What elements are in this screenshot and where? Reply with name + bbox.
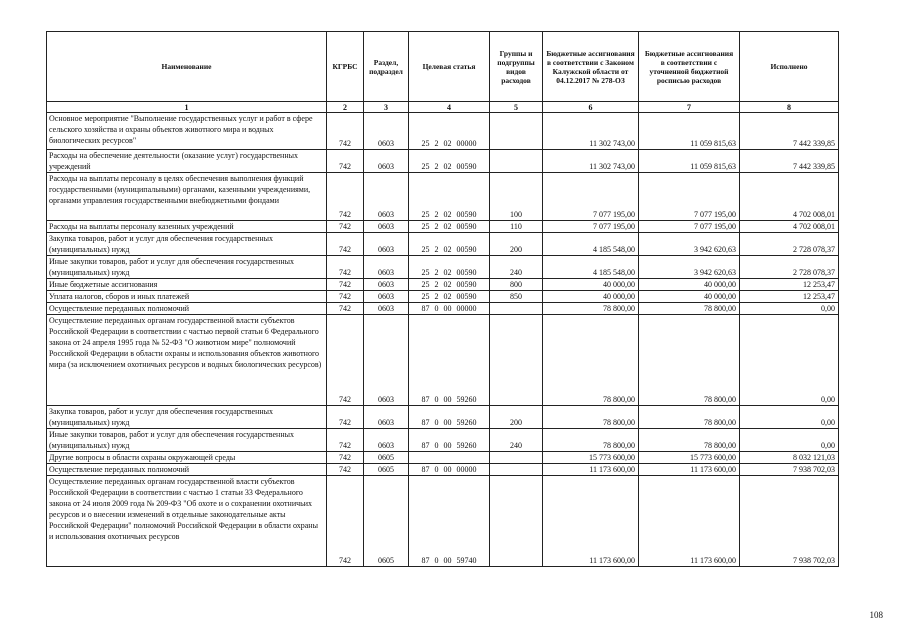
row-executed: 0,00 [740,429,839,452]
row-group [490,476,543,567]
row-section: 0603 [364,406,409,429]
row-law-allocation: 7 077 195,00 [543,221,639,233]
row-name: Иные бюджетные ассигнования [47,279,327,291]
column-number: 7 [639,102,740,113]
row-section: 0603 [364,279,409,291]
table-row [47,303,839,315]
row-refined-allocation: 78 800,00 [639,315,740,406]
column-number-row [47,102,839,113]
table-row [47,279,839,291]
row-law-allocation: 4 185 548,00 [543,233,639,256]
row-refined-allocation: 11 173 600,00 [639,464,740,476]
row-target: 25 2 02 00000 [409,113,490,150]
row-target: 25 2 02 00590 [409,173,490,221]
row-kgrbs: 742 [327,113,364,150]
row-executed: 0,00 [740,406,839,429]
budget-table [46,31,839,567]
row-kgrbs: 742 [327,233,364,256]
row-target: 87 0 00 59260 [409,406,490,429]
row-refined-allocation: 7 077 195,00 [639,221,740,233]
row-law-allocation: 11 302 743,00 [543,150,639,173]
column-number: 6 [543,102,639,113]
table-row [47,221,839,233]
row-group [490,303,543,315]
row-section: 0603 [364,256,409,279]
row-section: 0605 [364,476,409,567]
page-number: 108 [869,610,883,620]
row-group [490,315,543,406]
row-law-allocation: 11 302 743,00 [543,113,639,150]
row-section: 0603 [364,291,409,303]
table-row [47,113,839,150]
row-refined-allocation: 11 059 815,63 [639,113,740,150]
row-kgrbs: 742 [327,406,364,429]
column-number: 3 [364,102,409,113]
row-name: Основное мероприятие "Выполнение государственных услуг и работ в сфере сельского хозяйства и охраны объектов животного мира и водных биологических ресурсов" [47,113,327,150]
row-executed: 7 442 339,85 [740,150,839,173]
row-law-allocation: 78 800,00 [543,429,639,452]
row-section: 0603 [364,315,409,406]
row-group [490,150,543,173]
row-refined-allocation: 11 059 815,63 [639,150,740,173]
row-section: 0605 [364,464,409,476]
row-name: Расходы на выплаты персоналу казенных учреждений [47,221,327,233]
row-kgrbs: 742 [327,291,364,303]
row-target: 25 2 02 00590 [409,221,490,233]
row-section: 0603 [364,150,409,173]
row-section: 0603 [364,113,409,150]
row-refined-allocation: 3 942 620,63 [639,256,740,279]
row-group: 800 [490,279,543,291]
header-section: Раздел, подраздел [364,32,409,102]
table-row [47,406,839,429]
row-group [490,464,543,476]
row-kgrbs: 742 [327,150,364,173]
row-target: 87 0 00 00000 [409,464,490,476]
row-law-allocation: 78 800,00 [543,406,639,429]
row-target: 25 2 02 00590 [409,256,490,279]
row-executed: 0,00 [740,315,839,406]
row-name: Иные закупки товаров, работ и услуг для обеспечения государственных (муниципальных) нужд [47,429,327,452]
row-executed: 7 938 702,03 [740,476,839,567]
row-section: 0603 [364,429,409,452]
row-target: 87 0 00 59260 [409,429,490,452]
row-law-allocation: 78 800,00 [543,315,639,406]
row-executed: 2 728 078,37 [740,233,839,256]
row-name: Осуществление переданных полномочий [47,303,327,315]
table-row [47,173,839,221]
row-kgrbs: 742 [327,221,364,233]
row-group: 240 [490,256,543,279]
row-law-allocation: 4 185 548,00 [543,256,639,279]
row-name: Расходы на обеспечение деятельности (оказание услуг) государственных учреждений [47,150,327,173]
row-group: 200 [490,406,543,429]
row-refined-allocation: 11 173 600,00 [639,476,740,567]
column-number: 5 [490,102,543,113]
row-law-allocation: 78 800,00 [543,303,639,315]
table-row [47,476,839,567]
row-executed: 7 442 339,85 [740,113,839,150]
row-name: Уплата налогов, сборов и иных платежей [47,291,327,303]
row-refined-allocation: 15 773 600,00 [639,452,740,464]
row-kgrbs: 742 [327,303,364,315]
column-number: 4 [409,102,490,113]
row-name: Осуществление переданных органам государственной власти субъектов Российской Федерации в соответствии с частью первой статьи 6 Федерального закона от 24 апреля 1995 года № 52-ФЗ "О животном мире" полномочий Российской Федерации в области охраны и использования объектов животного мира (за исключением охотничьих ресурсов и водных биологических ресурсов) [47,315,327,406]
table-row [47,464,839,476]
table-row [47,291,839,303]
row-refined-allocation: 3 942 620,63 [639,233,740,256]
row-group: 850 [490,291,543,303]
row-executed: 8 032 121,03 [740,452,839,464]
row-name: Закупка товаров, работ и услуг для обеспечения государственных (муниципальных) нужд [47,406,327,429]
row-section: 0605 [364,452,409,464]
row-name: Другие вопросы в области охраны окружающей среды [47,452,327,464]
row-kgrbs: 742 [327,256,364,279]
row-kgrbs: 742 [327,279,364,291]
row-group: 200 [490,233,543,256]
table-row [47,256,839,279]
row-name: Иные закупки товаров, работ и услуг для обеспечения государственных (муниципальных) нужд [47,256,327,279]
row-refined-allocation: 40 000,00 [639,291,740,303]
row-target [409,452,490,464]
row-law-allocation: 40 000,00 [543,279,639,291]
row-target: 25 2 02 00590 [409,279,490,291]
row-target: 25 2 02 00590 [409,291,490,303]
row-target: 87 0 00 59260 [409,315,490,406]
row-name: Осуществление переданных органам государственной власти субъектов Российской Федерации в соответствии с частью 1 статьи 33 Федерального закона от 24 июля 2009 года № 209-ФЗ "Об охоте и о сохранении охотничьих ресурсов и о внесении изменений в отдельные законодательные акты Российской Федерации" полномочий Российской Федерации в области охраны и использования охотничьих ресурсов [47,476,327,567]
row-law-allocation: 7 077 195,00 [543,173,639,221]
row-section: 0603 [364,233,409,256]
row-executed: 0,00 [740,303,839,315]
row-group [490,113,543,150]
header-row [47,32,839,102]
row-target: 87 0 00 00000 [409,303,490,315]
row-law-allocation: 11 173 600,00 [543,476,639,567]
header-law-allocation: Бюджетные ассигнования в соответствии с Законом Калужской области от 04.12.2017 № 278-ОЗ [543,32,639,102]
row-law-allocation: 11 173 600,00 [543,464,639,476]
row-group: 110 [490,221,543,233]
row-executed: 7 938 702,03 [740,464,839,476]
header-group: Группы и подгруппы видов расходов [490,32,543,102]
row-target: 87 0 00 59740 [409,476,490,567]
row-name: Расходы на выплаты персоналу в целях обеспечения выполнения функций государственными (муниципальными) органами, казенными учреждениями, органами управления государственными внебюджетными фондами [47,173,327,221]
row-executed: 4 702 008,01 [740,173,839,221]
row-refined-allocation: 7 077 195,00 [639,173,740,221]
row-kgrbs: 742 [327,173,364,221]
column-number: 2 [327,102,364,113]
row-group: 100 [490,173,543,221]
row-executed: 12 253,47 [740,291,839,303]
header-refined-allocation: Бюджетные ассигнования в соответствии с уточненной бюджетной росписью расходов [639,32,740,102]
table-row [47,150,839,173]
row-kgrbs: 742 [327,429,364,452]
table-row [47,429,839,452]
header-target: Целевая статья [409,32,490,102]
table-row [47,233,839,256]
row-refined-allocation: 78 800,00 [639,429,740,452]
header-executed: Исполнено [740,32,839,102]
row-section: 0603 [364,173,409,221]
row-target: 25 2 02 00590 [409,233,490,256]
row-target: 25 2 02 00590 [409,150,490,173]
row-executed: 12 253,47 [740,279,839,291]
header-kgrbs: КГРБС [327,32,364,102]
row-executed: 2 728 078,37 [740,256,839,279]
table-row [47,452,839,464]
row-kgrbs: 742 [327,476,364,567]
row-section: 0603 [364,303,409,315]
row-law-allocation: 40 000,00 [543,291,639,303]
column-number: 8 [740,102,839,113]
table-row [47,315,839,406]
row-refined-allocation: 78 800,00 [639,303,740,315]
row-refined-allocation: 40 000,00 [639,279,740,291]
row-name: Закупка товаров, работ и услуг для обеспечения государственных (муниципальных) нужд [47,233,327,256]
row-kgrbs: 742 [327,464,364,476]
row-group [490,452,543,464]
row-refined-allocation: 78 800,00 [639,406,740,429]
row-group: 240 [490,429,543,452]
row-section: 0603 [364,221,409,233]
row-executed: 4 702 008,01 [740,221,839,233]
row-kgrbs: 742 [327,452,364,464]
row-law-allocation: 15 773 600,00 [543,452,639,464]
header-name: Наименование [47,32,327,102]
row-kgrbs: 742 [327,315,364,406]
column-number: 1 [47,102,327,113]
row-name: Осуществление переданных полномочий [47,464,327,476]
